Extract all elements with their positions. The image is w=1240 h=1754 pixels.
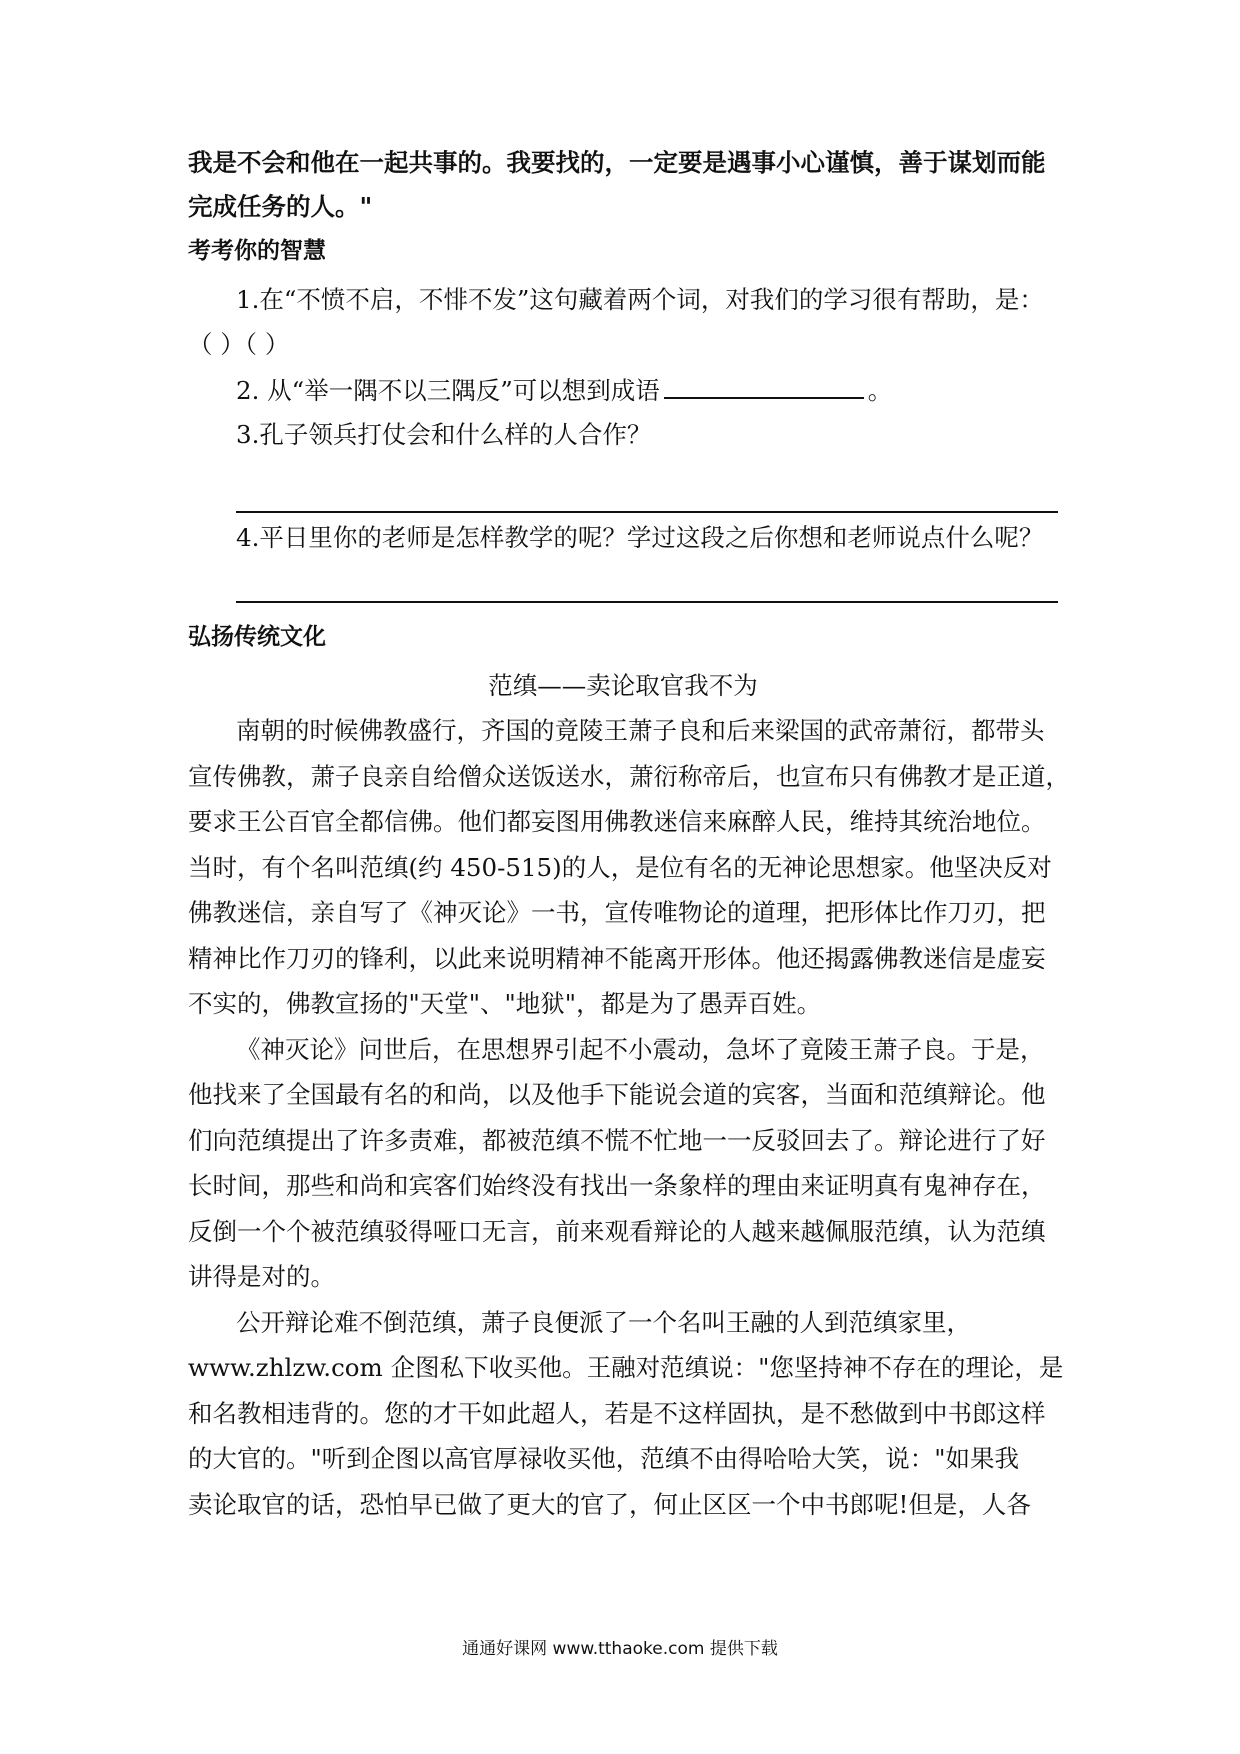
culture-heading: 弘扬传统文化	[188, 624, 326, 650]
paragraph-1-line: 南朝的时候佛教盛行，齐国的竟陵王萧子良和后来梁国的武帝萧衍，都带头	[236, 716, 1045, 745]
question-2-suffix: 。	[867, 376, 893, 405]
paragraph-2-line: 反倒一个个被范缜驳得哑口无言，前来观看辩论的人越来越佩服范缜，认为范缜	[188, 1217, 1046, 1246]
question-2-text: 2. 从“举一隅不以三隅反”可以想到成语	[236, 376, 660, 405]
question-1-brackets: （ ）（ ）	[188, 330, 290, 359]
story-title: 范缜——卖论取官我不为	[488, 671, 758, 700]
paragraph-2-line: 讲得是对的。	[188, 1262, 335, 1291]
question-4: 4.平日里你的老师是怎样教学的呢？学过这段之后你想和老师说点什么呢？	[236, 523, 1044, 552]
paragraph-3-line: 和名教相违背的。您的才干如此超人，若是不这样固执，是不愁做到中书郎这样	[188, 1399, 1046, 1428]
question-1: 1.在“不愤不启，不悱不发”这句藏着两个词，对我们的学习很有帮助，是：	[236, 285, 1044, 314]
intro-line-2: 完成任务的人。"	[188, 192, 373, 221]
page-footer: 通通好课网 www.tthaoke.com 提供下载	[462, 1639, 778, 1659]
paragraph-3-line: www.zhlzw.com 企图私下收买他。王融对范缜说："您坚持神不存在的理论，是	[188, 1353, 1064, 1382]
question-2	[236, 375, 1106, 405]
paragraph-2-line: 他找来了全国最有名的和尚，以及他手下能说会道的宾客，当面和范缜辩论。他	[188, 1080, 1046, 1109]
quiz-heading: 考考你的智慧	[188, 238, 326, 264]
paragraph-1-line: 当时，有个名叫范缜(约 450-515)的人，是位有名的无神论思想家。他坚决反对	[188, 853, 1052, 882]
question-3-answer-line[interactable]	[236, 511, 1058, 513]
question-3: 3.孔子领兵打仗会和什么样的人合作？	[236, 420, 652, 449]
paragraph-1-line: 宣传佛教，萧子良亲自给僧众送饭送水，萧衍称帝后，也宣布只有佛教才是正道，	[188, 762, 1070, 791]
paragraph-2-line: 们向范缜提出了许多责难，都被范缜不慌不忙地一一反驳回去了。辩论进行了好	[188, 1126, 1046, 1155]
intro-line-1: 我是不会和他在一起共事的。我要找的，一定要是遇事小心谨慎，善于谋划而能	[188, 148, 1046, 177]
paragraph-3-line: 的大官的。"听到企图以高官厚禄收买他，范缜不由得哈哈大笑，说："如果我	[188, 1444, 1020, 1473]
paragraph-2-line: 《神灭论》问世后，在思想界引起不小震动，急坏了竟陵王萧子良。于是，	[236, 1035, 1045, 1064]
paragraph-2-line: 长时间，那些和尚和宾客们始终没有找出一条象样的理由来证明真有鬼神存在，	[188, 1171, 1046, 1200]
paragraph-1-line: 佛教迷信，亲自写了《神灭论》一书，宣传唯物论的道理，把形体比作刀刃，把	[188, 898, 1046, 927]
question-4-answer-line[interactable]	[236, 601, 1058, 603]
paragraph-3-line: 卖论取官的话，恐怕早已做了更大的官了，何止区区一个中书郎呢!但是，人各	[188, 1490, 1031, 1519]
paragraph-1-line: 不实的，佛教宣扬的"天堂"、"地狱"，都是为了愚弄百姓。	[188, 989, 822, 1018]
paragraph-1-line: 要求王公百官全都信佛。他们都妄图用佛教迷信来麻醉人民，维持其统治地位。	[188, 807, 1046, 836]
paragraph-1-line: 精神比作刀刃的锋利，以此来说明精神不能离开形体。他还揭露佛教迷信是虚妄	[188, 944, 1046, 973]
paragraph-3-line: 公开辩论难不倒范缜，萧子良便派了一个名叫王融的人到范缜家里，	[236, 1308, 971, 1337]
question-2-blank[interactable]	[664, 375, 864, 399]
